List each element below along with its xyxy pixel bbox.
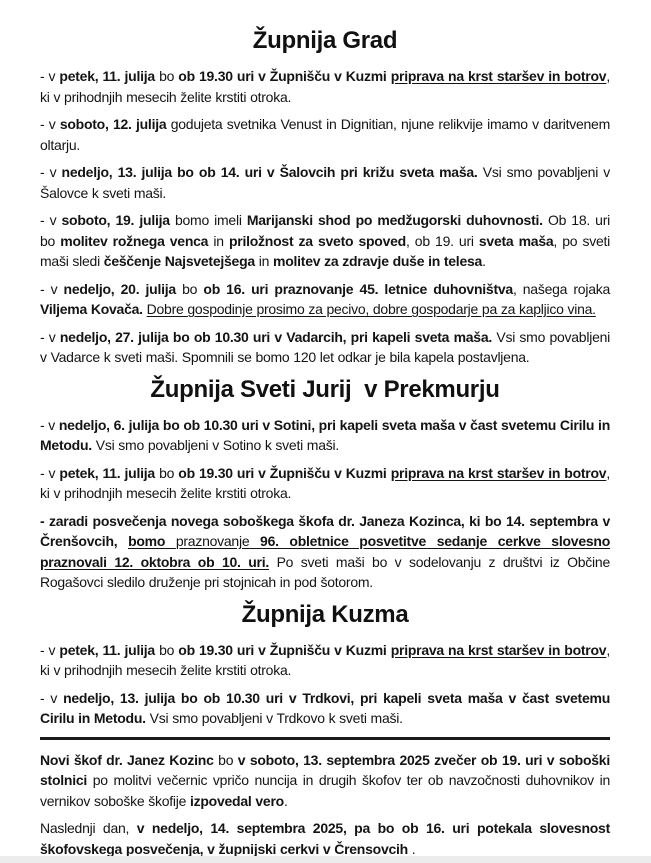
text-run: bo	[175, 280, 204, 297]
paragraph	[40, 688, 610, 729]
text-run: Vsi smo povabljeni v Sotino k sveti maši.	[91, 437, 339, 453]
text-run: - v	[40, 68, 60, 84]
text-run: praznovanje	[175, 533, 250, 549]
section-divider	[40, 737, 610, 740]
section	[40, 737, 610, 860]
paragraph	[40, 750, 610, 812]
paragraph	[40, 327, 610, 368]
text-run: petek, 11. julija	[59, 464, 155, 481]
paragraph	[40, 415, 610, 456]
paragraph	[40, 66, 610, 107]
text-run: ob 19.30 uri v Župnišču v Kuzmi	[178, 464, 391, 481]
text-run: .	[283, 792, 288, 809]
text-run: - v	[40, 164, 62, 180]
text-run: priprava na krst staršev in botrov	[390, 464, 607, 481]
paragraph	[40, 463, 610, 504]
text-run: godujeta svetnika Venust in Dignitian, njune relikvije imamo v daritvenem oltarju.	[40, 116, 610, 153]
text-run: bo	[154, 68, 179, 84]
text-run: v nedeljo, 14. septembra 2025, pa bo ob 16. uri potekala slovesnost škofovskega posvečenja, v župnijski cerkvi v Črensovcih	[40, 820, 611, 857]
text-run: - v	[40, 328, 60, 345]
section	[40, 26, 610, 368]
paragraph	[40, 279, 610, 320]
text-run: češčenje Najsvetejšega	[103, 253, 255, 269]
text-run: soboto, 19. julija	[61, 212, 170, 228]
text-run: - v	[40, 212, 62, 228]
text-run: molitev rožnega venca	[60, 232, 209, 249]
text-run: , ki v prihodnjih mesecih želite krstiti otroka.	[40, 464, 610, 501]
text-run: Marijanski shod po medžugorski duhovnosti.	[246, 212, 543, 228]
text-run: , ob 19. uri	[405, 232, 479, 249]
text-run: Vsi smo povabljeni v Vadarce k sveti maši. Spomnili se bomo 120 let odkar je bila kapela postavljena.	[40, 328, 610, 365]
text-run: nedeljo, 27. julija bo ob 10.30 uri v Vadarcih, pri kapeli sveta maša.	[59, 328, 493, 345]
text-run: 96. obletnice posvetitve sedanje cerkve slovesno praznovali 12. oktobra ob 10. uri.	[40, 533, 610, 570]
section-title: Župnija Kuzma	[241, 600, 409, 628]
paragraph	[40, 640, 610, 681]
text-run: soboto, 12. julija	[59, 116, 167, 132]
paragraph	[40, 818, 610, 859]
bottom-edge-strip	[0, 856, 651, 863]
text-run: in	[254, 253, 273, 269]
text-run: - v	[40, 464, 60, 481]
text-run	[249, 533, 260, 549]
text-run: Ob 18. uri bo	[40, 212, 610, 249]
text-run: ob 16. uri praznovanje 45. letnice duhovništva	[203, 280, 513, 297]
text-run: .	[482, 253, 486, 269]
text-run: , ki v prihodnjih mesecih želite krstiti otroka.	[40, 68, 610, 105]
text-run: bo	[154, 464, 179, 481]
section	[40, 600, 610, 729]
text-run: Po sveti maši bo v sodelovanju z društvi iz Občine Rogašovci sledilo druženje pri stojnicah in pod šotorom.	[40, 553, 610, 590]
paragraph	[40, 511, 610, 593]
text-run: bomo imeli	[169, 212, 247, 228]
text-run: - v	[40, 416, 59, 433]
text-run: Novi škof dr. Janez Kozinc	[40, 751, 214, 768]
section	[40, 375, 610, 593]
text-run: nedeljo, 13. julija bo ob 10.30 uri v Trdkovi, pri kapeli sveta maša v čast svetemu Cirilu in Metodu.	[40, 689, 611, 726]
text-run: priprava na krst staršev in botrov	[390, 641, 607, 658]
text-run: - v	[40, 641, 60, 658]
text-run: bo	[213, 751, 238, 768]
paragraph	[40, 114, 610, 155]
text-run: nedeljo, 13. julija bo ob 14. uri v Šalovcih pri križu sveta maša.	[61, 164, 478, 180]
text-run: sveta maša	[478, 232, 554, 249]
text-run: petek, 11. julija	[59, 641, 155, 658]
text-run: v soboto, 13. septembra 2025 zvečer ob 19. uri v soboški stolnici	[40, 751, 610, 788]
text-run: Naslednji dan,	[40, 820, 137, 836]
text-run: nedeljo, 20. julija	[63, 280, 176, 297]
text-run: priložnost za sveto spoved	[228, 232, 406, 249]
text-run: bomo	[128, 533, 166, 549]
text-run: ob 19.30 uri v Župnišču v Kuzmi	[178, 68, 391, 84]
paragraph	[40, 210, 610, 272]
text-run: Vsi smo povabljeni v Šalovce k sveti maši.	[40, 164, 610, 201]
text-run: petek, 11. julija	[59, 68, 155, 84]
section-title: Župnija Sveti Jurij v Prekmurju	[150, 375, 500, 403]
text-run: - v	[40, 689, 64, 706]
text-run: bo	[154, 641, 179, 658]
paragraph	[40, 162, 610, 203]
text-run: , našega rojaka	[512, 280, 611, 297]
text-run: po molitvi večernic vpričo nuncija in drugih škofov ter ob navzočnosti duhovnikov in vernikov soboške škofije	[40, 772, 610, 809]
text-run: Vsi smo povabljeni v Trdkovo k sveti maši.	[145, 710, 403, 726]
text-run: - v	[40, 116, 60, 132]
section-title: Župnija Grad	[252, 27, 398, 54]
text-run: Viljema Kovača.	[40, 301, 143, 317]
text-run: - zaradi posvečenja novega soboškega škofa dr. Janeza Kozinca, ki bo 14. septembra v Črenšovcih,	[40, 512, 610, 549]
text-run: nedeljo, 6. julija bo ob 10.30 uri v Sotini, pri kapeli sveta maša v čast svetemu Cirilu in Metodu.	[40, 416, 611, 453]
text-run: priprava na krst staršev in botrov	[390, 68, 607, 84]
text-run: , po sveti maši sledi	[40, 232, 611, 269]
text-run: izpovedal vero	[189, 792, 284, 809]
text-run: molitev za zdravje duše in telesa	[273, 253, 483, 269]
text-run: - v	[40, 280, 64, 297]
text-run	[165, 533, 176, 549]
text-run: ob 19.30 uri v Župnišču v Kuzmi	[178, 641, 391, 658]
text-run: .	[407, 840, 416, 857]
text-run: , ki v prihodnjih mesecih želite krstiti otroka.	[40, 641, 610, 678]
text-run: Dobre gospodinje prosimo za pecivo, dobre gospodarje pa za kapljico vina.	[146, 301, 596, 317]
text-run: in	[208, 232, 229, 249]
